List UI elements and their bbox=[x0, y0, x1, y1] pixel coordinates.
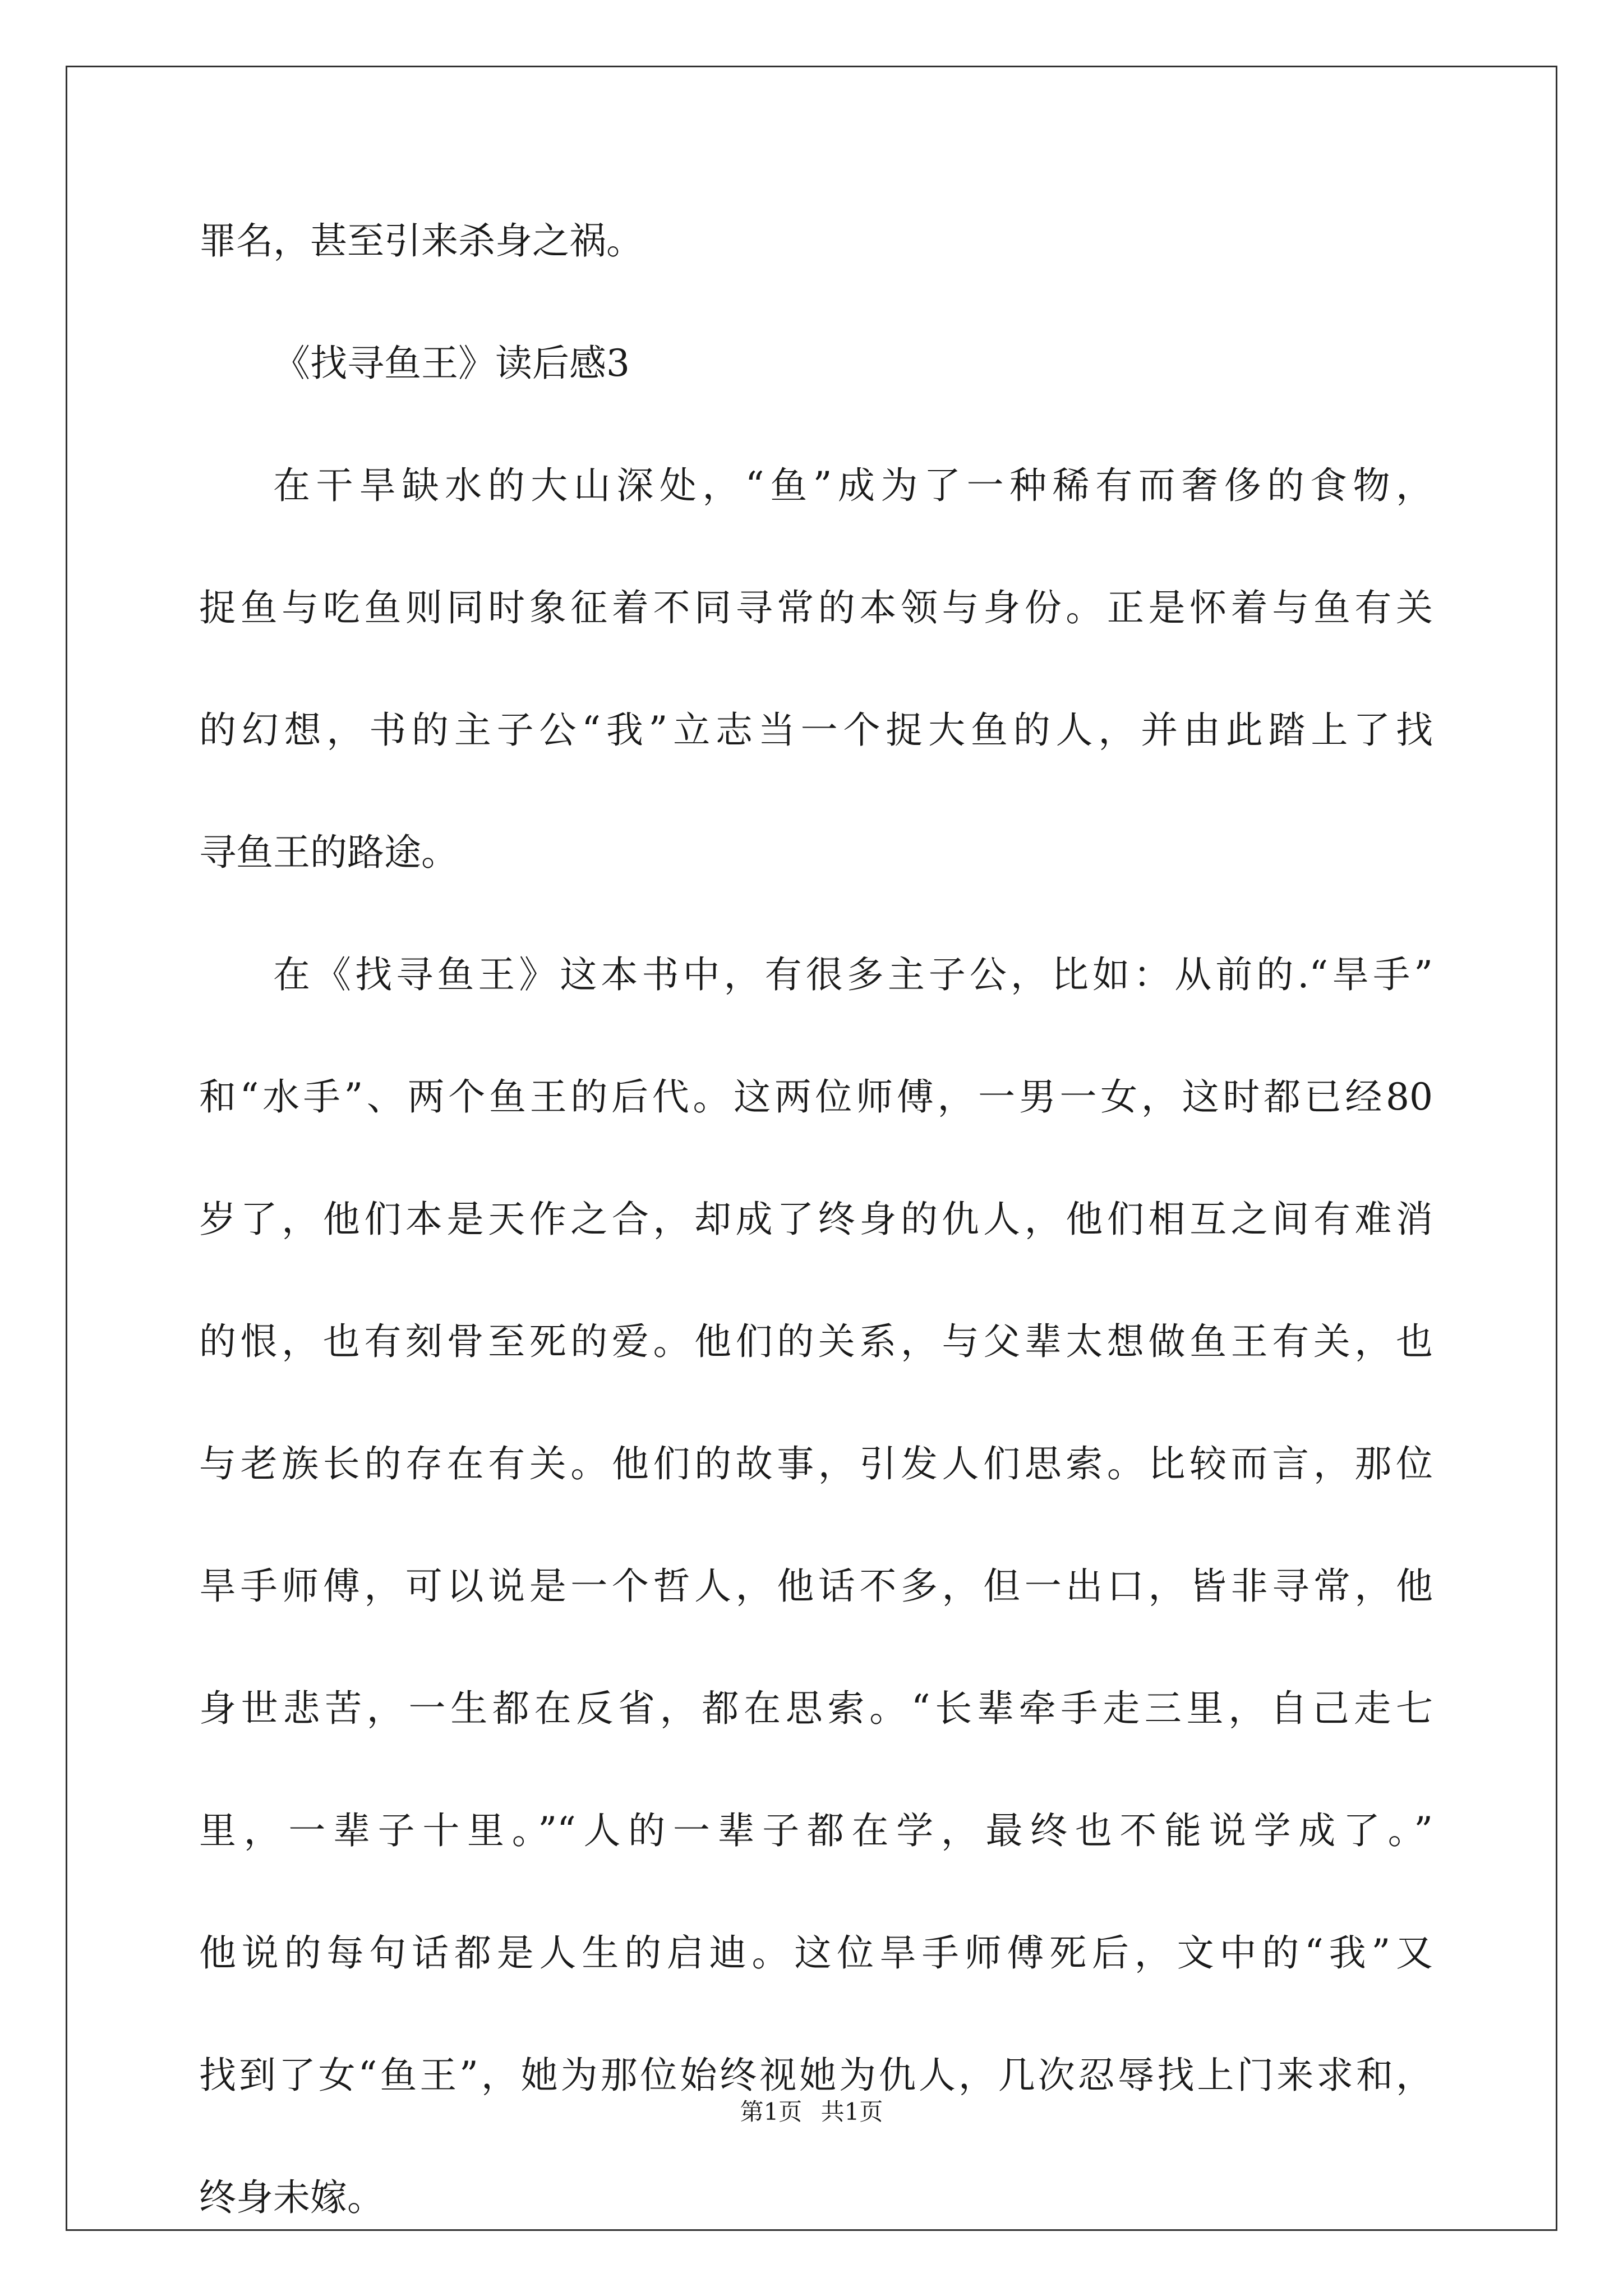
text-line: 找到了女“鱼王”，她为那位始终视她为仇人，几次忍辱找上门来求和， bbox=[199, 2054, 1433, 2097]
text-line-content: 终身未嫁。 bbox=[199, 2176, 384, 2219]
section-heading-text: 《找寻鱼王》读后感3 bbox=[273, 342, 630, 385]
page-number: 第1页 bbox=[740, 2098, 803, 2125]
text-line: 和“水手”、两个鱼王的后代。这两位师傅，一男一女，这时都已经80 bbox=[199, 1075, 1433, 1119]
text-line: 捉鱼与吃鱼则同时象征着不同寻常的本领与身份。正是怀着与鱼有关 bbox=[199, 586, 1433, 629]
text-line: 身世悲苦，一生都在反省，都在思索。“长辈牵手走三里，自己走七 bbox=[199, 1687, 1433, 1730]
text-line: 里，一辈子十里。”“人的一辈子都在学，最终也不能说学成了。” bbox=[199, 1809, 1433, 1852]
text-line: 旱手师傅，可以说是一个哲人，他话不多，但一出口，皆非寻常，他 bbox=[199, 1565, 1433, 1608]
text-line bbox=[199, 2164, 1433, 2286]
text-line: 的恨，也有刻骨至死的爱。他们的关系，与父辈太想做鱼王有关，也 bbox=[199, 1320, 1433, 1363]
text-line: 的幻想，书的主子公“我”立志当一个捉大鱼的人，并由此踏上了找 bbox=[199, 708, 1433, 752]
text-line-content: 罪名，甚至引来杀身之祸。 bbox=[199, 219, 643, 263]
text-line: 他说的每句话都是人生的启迪。这位旱手师傅死后，文中的“我”又 bbox=[199, 1931, 1433, 1975]
text-line bbox=[199, 819, 1433, 941]
text-line: 在《找寻鱼王》这本书中，有很多主子公，比如：从前的.“旱手” bbox=[273, 953, 1433, 996]
text-line: 与老族长的存在有关。他们的故事，引发人们思索。比较而言，那位 bbox=[199, 1442, 1433, 1485]
text-line bbox=[199, 208, 1433, 330]
section-heading bbox=[199, 330, 1433, 452]
text-line-content: 寻鱼王的路途。 bbox=[199, 831, 458, 874]
page-total: 共1页 bbox=[820, 2098, 883, 2125]
page-footer bbox=[0, 2095, 1623, 2129]
text-line: 岁了，他们本是天作之合，却成了终身的仇人，他们相互之间有难消 bbox=[199, 1198, 1433, 1241]
text-line: 在干旱缺水的大山深处，“鱼”成为了一种稀有而奢侈的食物， bbox=[273, 464, 1433, 507]
document-body bbox=[199, 208, 1433, 2286]
